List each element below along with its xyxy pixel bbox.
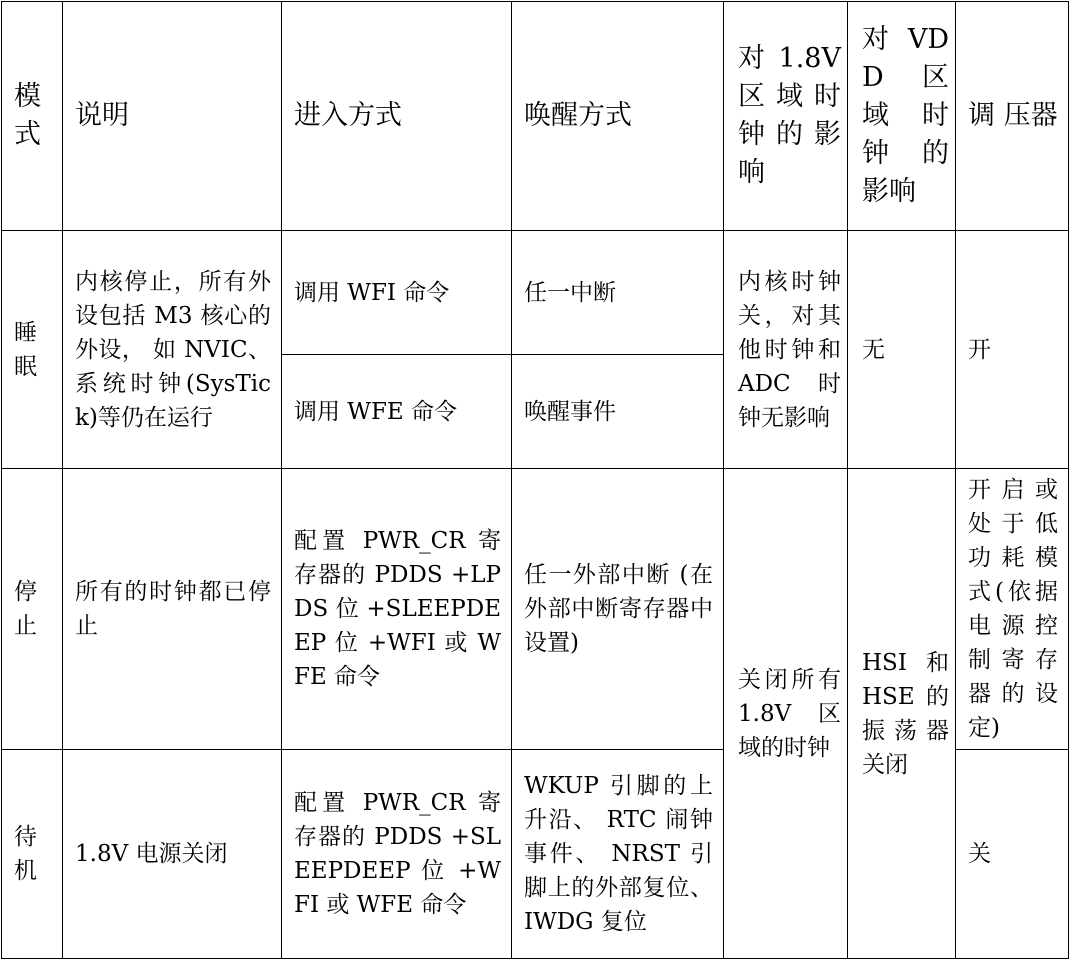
stop-standby-vdd-clock-effect: HSI 和 HSE 的振荡器关闭 <box>848 469 956 959</box>
stop-description: 所有的时钟都已停止 <box>63 469 282 750</box>
sleep-wake-wfi: 任一中断 <box>512 231 724 355</box>
header-entry-method: 进入方式 <box>282 2 512 231</box>
sleep-wake-wfe: 唤醒事件 <box>512 355 724 469</box>
power-modes-table <box>1 1 1069 959</box>
header-row <box>2 2 1069 231</box>
sleep-1v8-clock-effect: 内核时钟关，对其他时钟和 ADC 时钟无影响 <box>724 231 848 469</box>
stop-regulator: 开启或处于低功耗模式(依据电源控制寄存器的设定) <box>956 469 1069 750</box>
sleep-mode-name: 睡眠 <box>2 231 63 469</box>
header-wake-method: 唤醒方式 <box>512 2 724 231</box>
sleep-regulator: 开 <box>956 231 1069 469</box>
header-1v8-clock-effect: 对 1.8V 区域时钟的影响 <box>724 2 848 231</box>
sleep-entry-wfe: 调用 WFE 命令 <box>282 355 512 469</box>
header-mode: 模式 <box>2 2 63 231</box>
stop-wake-method: 任一外部中断 (在外部中断寄存器中设置) <box>512 469 724 750</box>
standby-entry-method: 配置 PWR_CR 寄存器的 PDDS +SLEEPDEEP 位 +WFI 或 WFE 命令 <box>282 750 512 959</box>
header-description: 说明 <box>63 2 282 231</box>
sleep-entry-wfi: 调用 WFI 命令 <box>282 231 512 355</box>
standby-mode-name: 待机 <box>2 750 63 959</box>
standby-description: 1.8V 电源关闭 <box>63 750 282 959</box>
stop-standby-1v8-clock-effect: 关闭所有 1.8V 区域的时钟 <box>724 469 848 959</box>
header-regulator: 调 压器 <box>956 2 1069 231</box>
stop-entry-method: 配置 PWR_CR 寄存器的 PDDS +LPDS 位 +SLEEPDEEP 位 +WFI 或 WFE 命令 <box>282 469 512 750</box>
standby-regulator: 关 <box>956 750 1069 959</box>
sleep-description: 内核停止，所有外设包括 M3 核心的外设， 如 NVIC、 系统时钟(SysTick)等仍在运行 <box>63 231 282 469</box>
header-vdd-clock-effect: 对 VDD 区 域时 钟的 影响 <box>848 2 956 231</box>
standby-wake-method: WKUP 引脚的上升沿、 RTC 闹钟事件、 NRST 引脚上的外部复位、 IWDG 复位 <box>512 750 724 959</box>
stop-row <box>2 469 1069 750</box>
sleep-row-wfi <box>2 231 1069 355</box>
stop-mode-name: 停止 <box>2 469 63 750</box>
sleep-vdd-clock-effect: 无 <box>848 231 956 469</box>
